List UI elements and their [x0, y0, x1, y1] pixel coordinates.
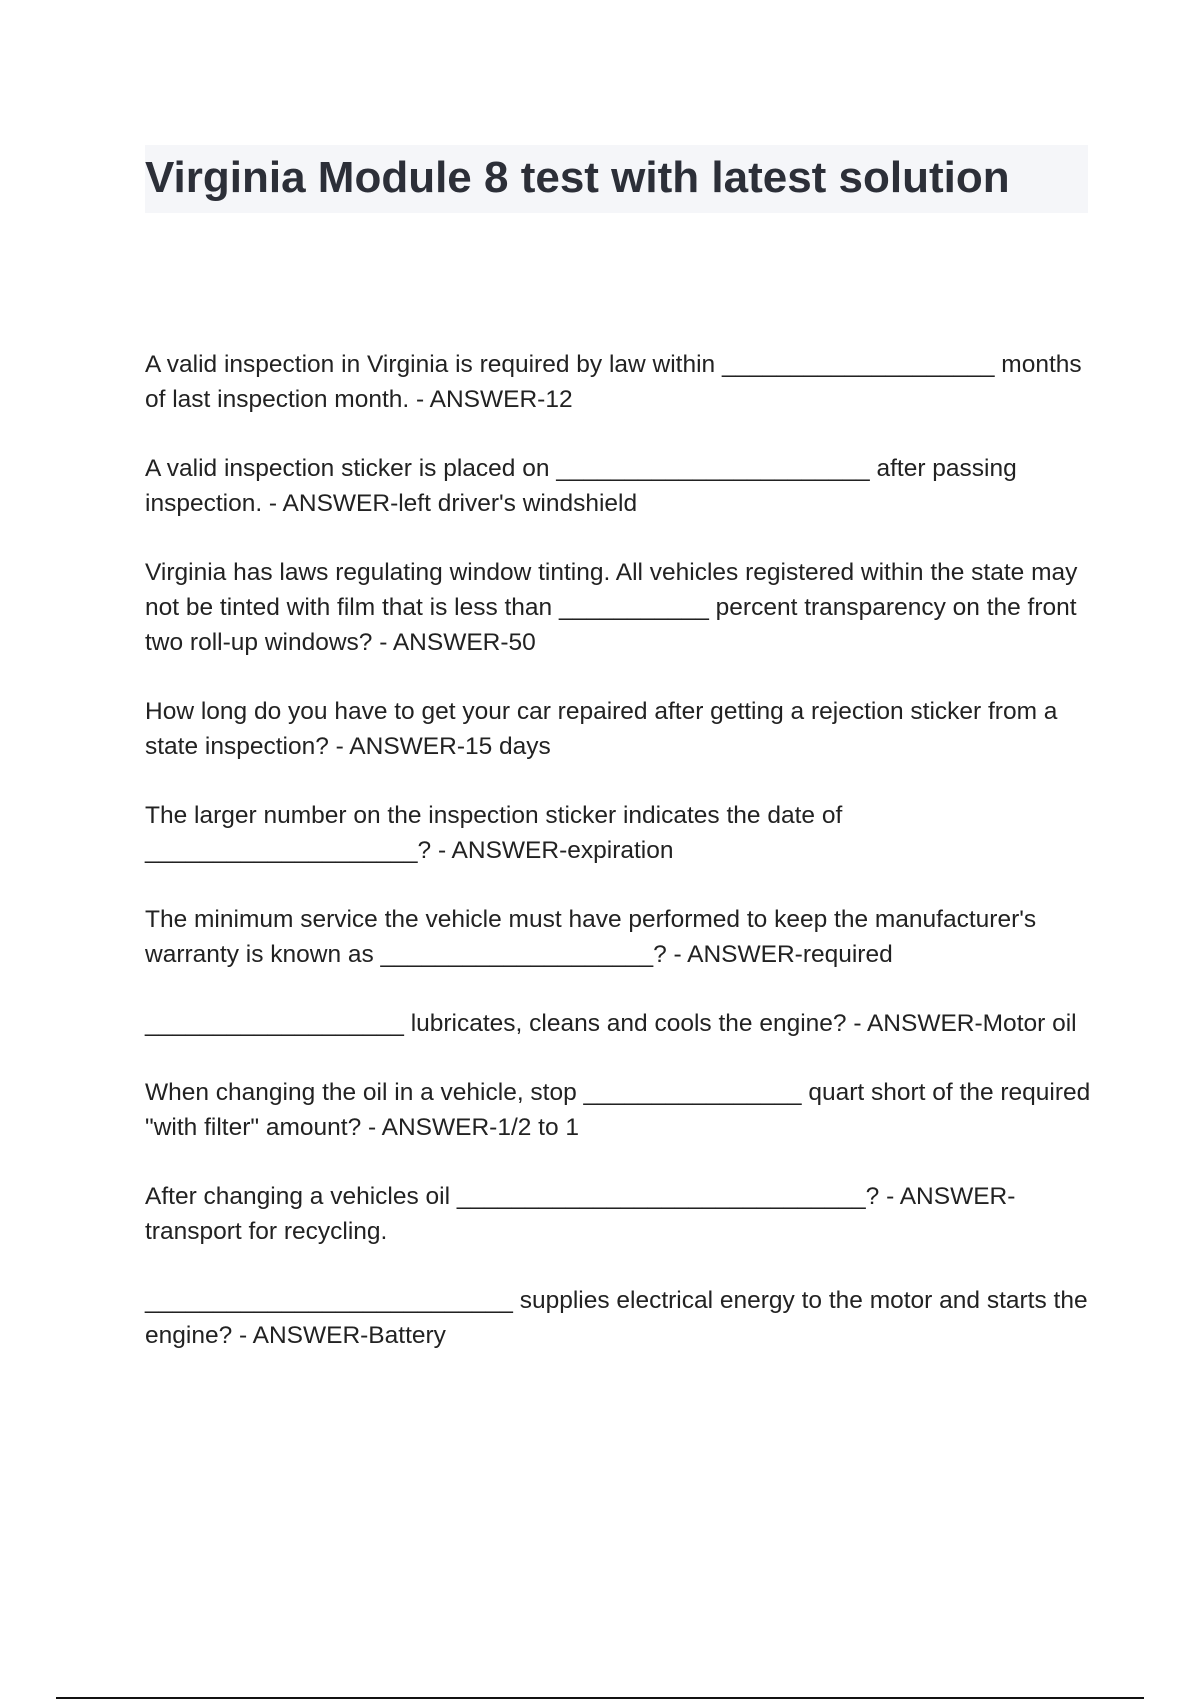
title-banner — [145, 145, 1088, 213]
question-item-3: Virginia has laws regulating window tinting. All vehicles registered within the state may not be tinted with film that is less than ___________ percent transparency on the front two roll-up windows? - ANSWER-50 — [145, 559, 1078, 656]
question-item-2: A valid inspection sticker is placed on _______________________ after passing inspection. - ANSWER-left driver's windshield — [145, 455, 1017, 517]
question-item-5: The larger number on the inspection sticker indicates the date of ____________________? - ANSWER-expiration — [145, 802, 843, 864]
question-item-1: A valid inspection in Virginia is required by law within ____________________ months of last inspection month. - ANSWER-12 — [145, 351, 1082, 413]
question-list — [145, 347, 1095, 1387]
page-title: Virginia Module 8 test with latest solution — [145, 153, 1010, 202]
question-item-6: The minimum service the vehicle must have performed to keep the manufacturer's warranty is known as ____________________? - ANSWER-required — [145, 906, 1037, 968]
question-item-9: After changing a vehicles oil ______________________________? - ANSWER-transport for recycling. — [145, 1183, 1016, 1245]
page-bottom-divider — [56, 1697, 1144, 1699]
question-item-4: How long do you have to get your car repaired after getting a rejection sticker from a state inspection? - ANSWER-15 days — [145, 698, 1058, 760]
question-item-7: ___________________ lubricates, cleans and cools the engine? - ANSWER-Motor oil — [145, 1010, 1077, 1037]
question-item-8: When changing the oil in a vehicle, stop ________________ quart short of the required "with filter" amount? - ANSWER-1/2 to 1 — [145, 1079, 1091, 1141]
question-item-10: ___________________________ supplies electrical energy to the motor and starts the engine? - ANSWER-Battery — [145, 1287, 1088, 1349]
